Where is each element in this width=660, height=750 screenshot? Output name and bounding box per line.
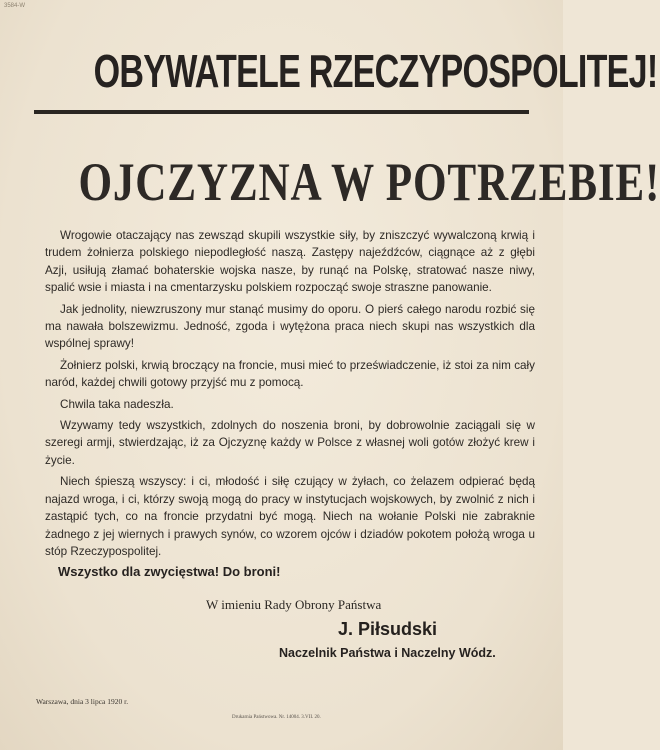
paragraph-4: Chwila taka nadeszła. <box>60 397 174 411</box>
signature: J. Piłsudski <box>338 619 438 639</box>
headline-citizens: OBYWATELE RZECZYPOSPOLITEJ! <box>93 45 658 97</box>
proclamation-body <box>45 227 535 564</box>
archive-mark: 3584-W <box>4 3 26 9</box>
slogan: Wszystko dla zwycięstwa! Do broni! <box>58 564 281 579</box>
place-date: Warszawa, dnia 3 lipca 1920 r. <box>36 697 129 706</box>
divider-rule <box>34 110 529 114</box>
paragraph-5: Wzywamy tedy wszystkich, zdolnych do noszenia broni, by dobrowolnie zaciągali się w szeregi armji, stwierdzając, iż za Ojczyznę każdy w Polsce z własnej woli gotów złożyć krew i życie. <box>45 419 535 467</box>
paragraph-1: Wrogowie otaczający nas zewsząd skupili wszystkie siły, by zniszczyć wywalczoną krwią i trudem żołnierza polskiego niepodległość naszą. Zastępy najeźdźców, ciągnące aż z głębi Azji, usiłują złamać bohaterskie wojska nasze, by runąć na Polskę, stratować nasze niwy, spalić wsie i miasta i na cmentarzysku polskiem rozpocząć swoje straszne panowanie. <box>45 229 535 295</box>
paragraph-2: Jak jednolity, niewzruszony mur stanąć musimy do oporu. O pierś całego narodu rozbić się ma nawała bolszewizmu. Jedność, zgoda i wytężona praca niech skupi nas wszystkich dla wspólnej sprawy! <box>45 302 535 351</box>
paragraph-3: Żołnierz polski, krwią broczący na froncie, musi mieć to przeświadczenie, iż stoi za nim cały naród, każdej chwili gotowy przyjść mu z pomocą. <box>45 358 535 390</box>
headline-fatherland: OJCZYZNA W POTRZEBIE! <box>78 152 660 212</box>
printer-imprint: Drukarnia Państwowa. Nr. 14004. 3.VII. 20. <box>232 715 321 720</box>
paragraph-6: Niech śpieszą wszyscy: i ci, młodość i siłę czujący w żyłach, co żelazem odpierać będą najazd wroga, i ci, którzy swoją mogą do pracy w instytucjach wojskowych, by zwolnić z nich i zastąpić tych, co na froncie przydatni być mogą. Niech na wołanie Polski nie zabraknie żadnego z jej wiernych i prawych synów, co wzorem ojców i dziadów pokotem położą wroga u stóp Rzeczypospolitej. <box>45 475 535 558</box>
signature-title: Naczelnik Państwa i Naczelny Wódz. <box>279 646 496 660</box>
council-line: W imieniu Rady Obrony Państwa <box>206 597 382 612</box>
